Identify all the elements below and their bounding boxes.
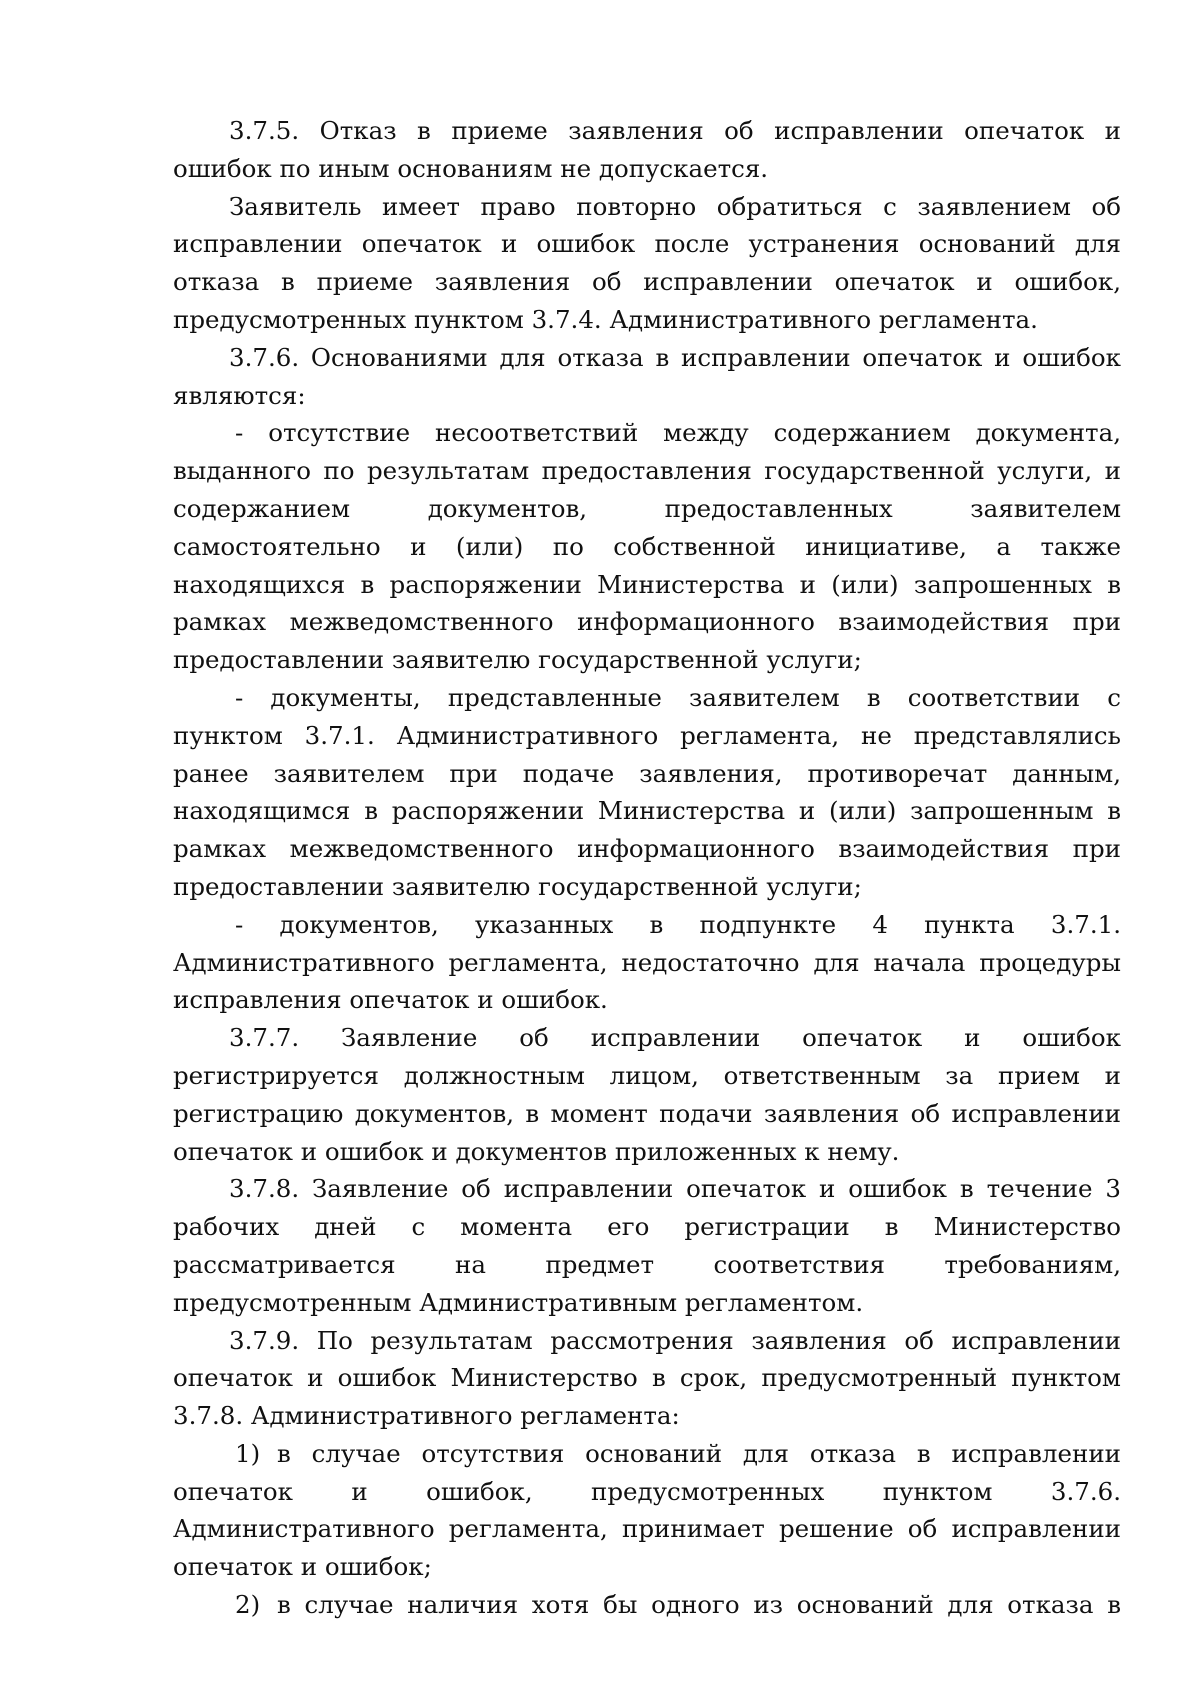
paragraph-refusal-ground-1: - отсутствие несоответствий между содержанием документа, выданного по результатам предоставления государственной услуги, и содержанием документов, предоставленных заявителем самостоятельно и (или) по собственной инициативе, а также находящихся в распоряжении Министерства и (или) запрошенных в рамках межведомственного информационного взаимодействия при предоставлении заявителю государственной услуги; xyxy=(173,418,1121,675)
list-item-text: в случае наличия хотя бы одного из оснований для отказа в xyxy=(277,1590,1121,1620)
paragraph-3-7-5: 3.7.5. Отказ в приеме заявления об исправлении опечаток и ошибок по иным основаниям не допускается. xyxy=(173,116,1121,183)
paragraph-refusal-ground-3: - документов, указанных в подпункте 4 пункта 3.7.1. Административного регламента, недостаточно для начала процедуры исправления опечаток и ошибок. xyxy=(173,909,1121,1015)
paragraph-3-7-7: 3.7.7. Заявление об исправлении опечаток и ошибок регистрируется должностным лицом, ответственным за прием и регистрацию документов, в момент подачи заявления об исправлении опечаток и ошибок и документов приложенных к нему. xyxy=(173,1023,1121,1166)
paragraph-refusal-ground-2: - документы, представленные заявителем в соответствии с пунктом 3.7.1. Административного регламента, не представлялись ранее заявителем при подаче заявления, противоречат данным, находящимся в распоряжении Министерства и (или) запрошенным в рамках межведомственного информационного взаимодействия при предоставлении заявителю государственной услуги; xyxy=(173,682,1121,901)
list-item-1 xyxy=(173,1435,1121,1586)
paragraph-applicant-right: Заявитель имеет право повторно обратиться с заявлением об исправлении опечаток и ошибок после устранения оснований для отказа в приеме заявления об исправлении опечаток и ошибок, предусмотренных пунктом 3.7.4. Административного регламента. xyxy=(173,191,1121,334)
list-item-2 xyxy=(173,1586,1121,1624)
list-item-number: 1) xyxy=(235,1438,261,1468)
paragraph-3-7-9: 3.7.9. По результатам рассмотрения заявления об исправлении опечаток и ошибок Министерство в срок, предусмотренный пунктом 3.7.8. Административного регламента: xyxy=(173,1325,1121,1431)
list-item-number: 2) xyxy=(235,1590,261,1620)
list-item-text: в случае отсутствия оснований для отказа в исправлении опечаток и ошибок, предусмотренных пунктом 3.7.6. Административного регламента, принимает решение об исправлении опечаток и ошибок; xyxy=(173,1438,1121,1582)
paragraph-3-7-6: 3.7.6. Основаниями для отказа в исправлении опечаток и ошибок являются: xyxy=(173,342,1121,410)
paragraph-3-7-8: 3.7.8. Заявление об исправлении опечаток и ошибок в течение 3 рабочих дней с момента его регистрации в Министерство рассматривается на предмет соответствия требованиям, предусмотренным Административным регламентом. xyxy=(173,1174,1121,1317)
document-body xyxy=(173,112,1121,1624)
